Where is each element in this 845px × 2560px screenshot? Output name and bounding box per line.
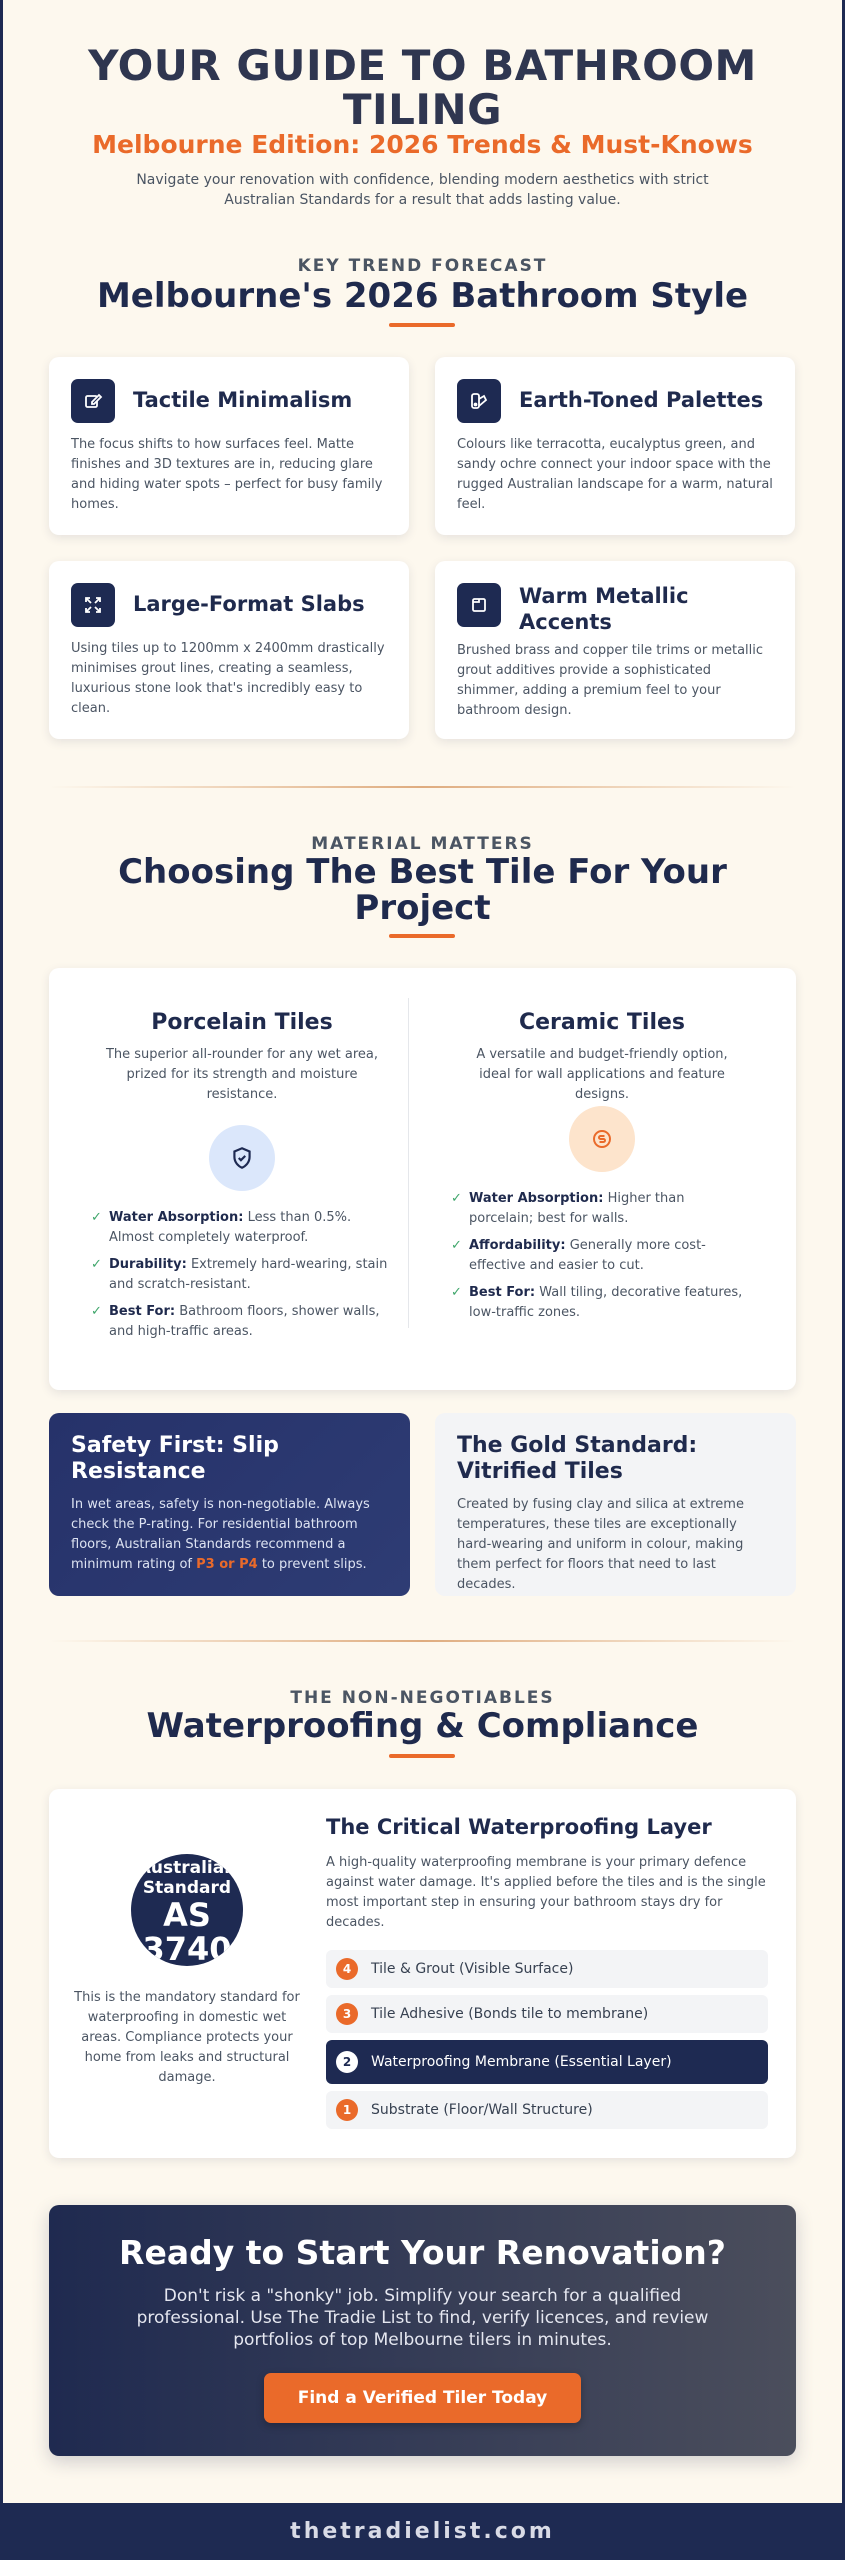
as3740-badge: [131, 1854, 243, 1966]
shield-check-icon: [209, 1125, 275, 1191]
layer-number: 4: [336, 1958, 358, 1980]
waterproofing-title: Waterproofing & Compliance: [146, 1706, 699, 1746]
waterproofing-underline: [389, 1754, 455, 1758]
list-item: ✓ Water Absorption: Higher than porcelain; best for walls.: [451, 1191, 685, 1226]
trend-card-text: The focus shifts to how surfaces feel. Matte finishes and 3D textures are in, reducing glare and hiding water spots – perfect for busy family homes.: [71, 437, 383, 512]
section-divider: [49, 786, 796, 788]
cta-text: Don't risk a "shonky" job. Simplify your search for a qualified professional. Use The Tradie List to find, verify licences, and review portfolios of top Melbourne tilers in minutes.: [136, 2286, 709, 2350]
safety-callout: [49, 1413, 410, 1596]
cta-banner: [49, 2205, 796, 2456]
materials-underline: [389, 934, 455, 938]
porcelain-column: [77, 1010, 407, 1105]
layer-desc: A high-quality waterproofing membrane is your primary defence against water damage. It's applied before the tiles and is the single most important step in ensuring your bathroom stays dry for decades.: [326, 1855, 766, 1930]
list-item: ✓ Best For: Bathroom floors, shower walls, and high-traffic areas.: [91, 1304, 380, 1339]
page-title: [0, 41, 845, 134]
square-frame-icon: [457, 583, 501, 627]
check-icon: ✓: [91, 1257, 102, 1272]
badge-code-1: AS: [163, 1896, 211, 1934]
badge-line-2: Standard: [142, 1878, 232, 1898]
trend-card-title: Tactile Minimalism: [133, 388, 353, 412]
trend-card-title: Earth-Toned Palettes: [519, 388, 764, 412]
badge-caption: This is the mandatory standard for waterproofing in domestic wet areas. Compliance protects your home from leaks and structural damage.: [74, 1990, 300, 2085]
waterproofing-eyebrow: THE NON-NEGOTIABLES: [290, 1688, 555, 1708]
vitrified-text: Created by fusing clay and silica at extreme temperatures, these tiles are exceptionally hard-wearing and uniform in colour, making them perfect for floors that need to last decades.: [457, 1497, 744, 1592]
porcelain-bullets: [91, 1208, 391, 1349]
trend-card-text: Brushed brass and copper tile trims or metallic grout additives provide a sophisticated shimmer, adding a premium feel to your bathroom design.: [457, 643, 764, 718]
dollar-coin-icon: [569, 1106, 635, 1172]
vitrified-title: The Gold Standard: Vitrified Tiles: [457, 1433, 698, 1484]
list-item: ✓ Affordability: Generally more cost-effective and easier to cut.: [451, 1238, 706, 1273]
trend-card-text: Using tiles up to 1200mm x 2400mm drastically minimises grout lines, creating a seamless, luxurious stone look that's incredibly easy to clean.: [71, 641, 385, 716]
layer-title: The Critical Waterproofing Layer: [326, 1815, 712, 1839]
title-line-2: TILING: [342, 85, 503, 134]
page-subtitle: Melbourne Edition: 2026 Trends & Must-Knows: [92, 130, 753, 159]
section-divider: [49, 1640, 796, 1642]
materials-title-line-2: Project: [354, 888, 491, 928]
find-tiler-button[interactable]: Find a Verified Tiler Today: [264, 2373, 581, 2423]
materials-title-line-1: Choosing The Best Tile For Your: [118, 852, 727, 892]
pencil-square-icon: [71, 379, 115, 423]
check-icon: ✓: [91, 1210, 102, 1225]
layer-label: Tile Adhesive (Bonds tile to membrane): [371, 2006, 649, 2022]
ceramic-column: [437, 1010, 767, 1105]
trends-eyebrow: KEY TREND FORECAST: [297, 256, 548, 276]
ceramic-bullets: [451, 1189, 751, 1330]
layer-tile-grout: [326, 1950, 768, 1988]
title-line-1: YOUR GUIDE TO BATHROOM: [88, 41, 757, 90]
trend-card-title: Large-Format Slabs: [133, 592, 365, 616]
layer-label: Waterproofing Membrane (Essential Layer): [371, 2054, 672, 2070]
trends-title: Melbourne's 2026 Bathroom Style: [96, 276, 749, 316]
page-description: Navigate your renovation with confidence, blending modern aesthetics with strict Australian Standards for a result that adds lasting value.: [136, 172, 709, 208]
materials-eyebrow: MATERIAL MATTERS: [311, 834, 534, 854]
ceramic-title: Ceramic Tiles: [518, 1010, 686, 1035]
check-icon: ✓: [451, 1238, 462, 1253]
layer-number: 1: [336, 2099, 358, 2121]
layer-label: Tile & Grout (Visible Surface): [371, 1961, 574, 1977]
vitrified-callout: [435, 1413, 796, 1596]
palette-icon: [457, 379, 501, 423]
trend-card-earth: [435, 357, 795, 535]
trend-card-tactile: [49, 357, 409, 535]
layer-number: 3: [336, 2003, 358, 2025]
column-divider: [408, 998, 409, 1328]
trend-card-title: Warm Metallic Accents: [519, 584, 689, 634]
safety-text: In wet areas, safety is non-negotiable. Always check the P-rating. For residential bathroom floors, Australian Standards recommend a minimum rating of P3 or P4 to prevent slips.: [71, 1497, 370, 1572]
trend-card-slabs: [49, 561, 409, 739]
list-item: ✓ Durability: Extremely hard-wearing, stain and scratch-resistant.: [91, 1257, 388, 1292]
trends-underline: [389, 323, 455, 327]
list-item: ✓ Water Absorption: Less than 0.5%. Almost completely waterproof.: [91, 1210, 352, 1245]
layer-number: 2: [336, 2051, 358, 2073]
safety-title: Safety First: Slip Resistance: [71, 1433, 279, 1484]
layer-substrate: [326, 2091, 768, 2129]
expand-arrows-icon: [71, 583, 115, 627]
layer-membrane: [326, 2040, 768, 2084]
trend-card-text: Colours like terracotta, eucalyptus green, and sandy ochre connect your indoor space with the rugged Australian landscape for a warm, natural feel.: [457, 437, 773, 512]
tile-comparison-card: [49, 968, 796, 1390]
list-item: ✓ Best For: Wall tiling, decorative features, low-traffic zones.: [451, 1285, 743, 1320]
check-icon: ✓: [451, 1191, 462, 1206]
check-icon: ✓: [91, 1304, 102, 1319]
footer-site[interactable]: thetradielist.com: [0, 2503, 845, 2560]
check-icon: ✓: [451, 1285, 462, 1300]
trend-card-metallic: [435, 561, 795, 739]
badge-line-1: Australian: [137, 1858, 237, 1878]
layer-adhesive: [326, 1995, 768, 2033]
badge-code-2: 3740: [142, 1930, 232, 1966]
materials-title: [0, 854, 845, 926]
cta-title: Ready to Start Your Renovation?: [119, 2233, 726, 2272]
ceramic-desc: A versatile and budget-friendly option, ideal for wall applications and feature designs.: [476, 1047, 728, 1102]
layer-label: Substrate (Floor/Wall Structure): [371, 2102, 593, 2118]
porcelain-desc: The superior all-rounder for any wet area, prized for its strength and moisture resistance.: [105, 1047, 379, 1102]
porcelain-title: Porcelain Tiles: [151, 1010, 333, 1035]
